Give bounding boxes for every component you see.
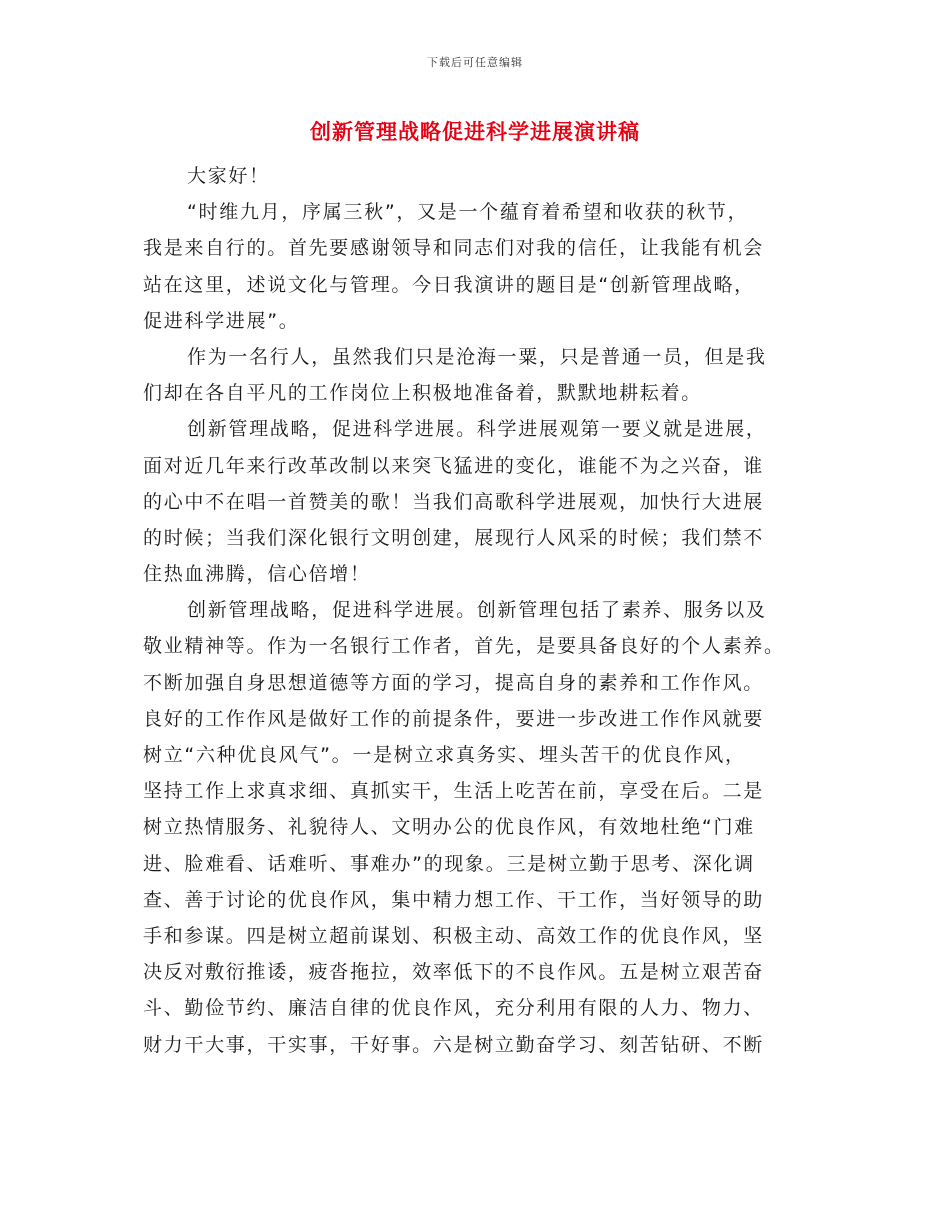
body-line: 良好的工作作风是做好工作的前提条件，要进一步改进工作作风就要 [143,707,765,730]
body-line: 敬业精神等。作为一名银行工作者，首先，是要具备良好的个人素养。 [143,635,785,658]
body-line: 不断加强自身思想道德等方面的学习，提高自身的素养和工作作风。 [143,671,765,694]
body-line: 促进科学进展”。 [143,309,300,332]
body-line: 树立热情服务、礼貌待人、文明办公的优良作风，有效地杜绝“门难 [143,816,755,839]
body-line: 创新管理战略，促进科学进展。创新管理包括了素养、服务以及 [187,599,767,622]
body-line: 坚持工作上求真求细、真抓实干，生活上吃苦在前，享受在后。二是 [143,780,765,803]
body-line: 面对近几年来行改革改制以来突飞猛进的变化，谁能不为之兴奋，谁 [143,454,765,477]
body-line: “时维九月，序属三秋”，又是一个蕴育着希望和收获的秋节， [187,201,749,224]
body-line: 树立“六种优良风气”。一是树立求真务实、埋头苦干的优良作风， [143,744,746,766]
body-line: 的心中不在唱一首赞美的歌！当我们高歌科学进展观，加快行大进展 [143,490,765,513]
document-body [143,158,798,1063]
body-line: 进、脸难看、话难听、事难办”的现象。三是树立勤于思考、深化调 [143,852,755,875]
body-line: 创新管理战略，促进科学进展。科学进展观第一要义就是进展， [187,418,767,441]
body-line: 的时候；当我们深化银行文明创建，展现行人风采的时候；我们禁不 [143,526,765,549]
body-line: 作为一名行人，虽然我们只是沧海一粟，只是普通一员，但是我 [187,345,767,368]
body-line: 大家好！ [187,165,270,187]
page-header: 下载后可任意编辑 [427,56,523,69]
body-line: 斗、勤俭节约、廉洁自律的优良作风，充分利用有限的人力、物力、 [143,997,765,1020]
body-line: 财力干大事，干实事，干好事。六是树立勤奋学习、刻苦钻研、不断 [143,1033,765,1056]
body-line: 查、善于讨论的优良作风，集中精力想工作、干工作，当好领导的助 [143,888,765,911]
body-line: 决反对敷衍推诿，疲沓拖拉，效率低下的不良作风。五是树立艰苦奋 [143,961,765,984]
document-title: 创新管理战略促进科学进展演讲稿 [310,120,640,144]
body-line: 们却在各自平凡的工作岗位上积极地准备着，默默地耕耘着。 [143,382,702,405]
body-line: 住热血沸腾，信心倍增！ [143,563,371,586]
body-line: 站在这里，述说文化与管理。今日我演讲的题目是“创新管理战略， [143,273,755,296]
body-line: 手和参谋。四是树立超前谋划、积极主动、高效工作的优良作风，坚 [143,924,765,947]
body-line: 我是来自行的。首先要感谢领导和同志们对我的信任，让我能有机会 [143,237,765,260]
